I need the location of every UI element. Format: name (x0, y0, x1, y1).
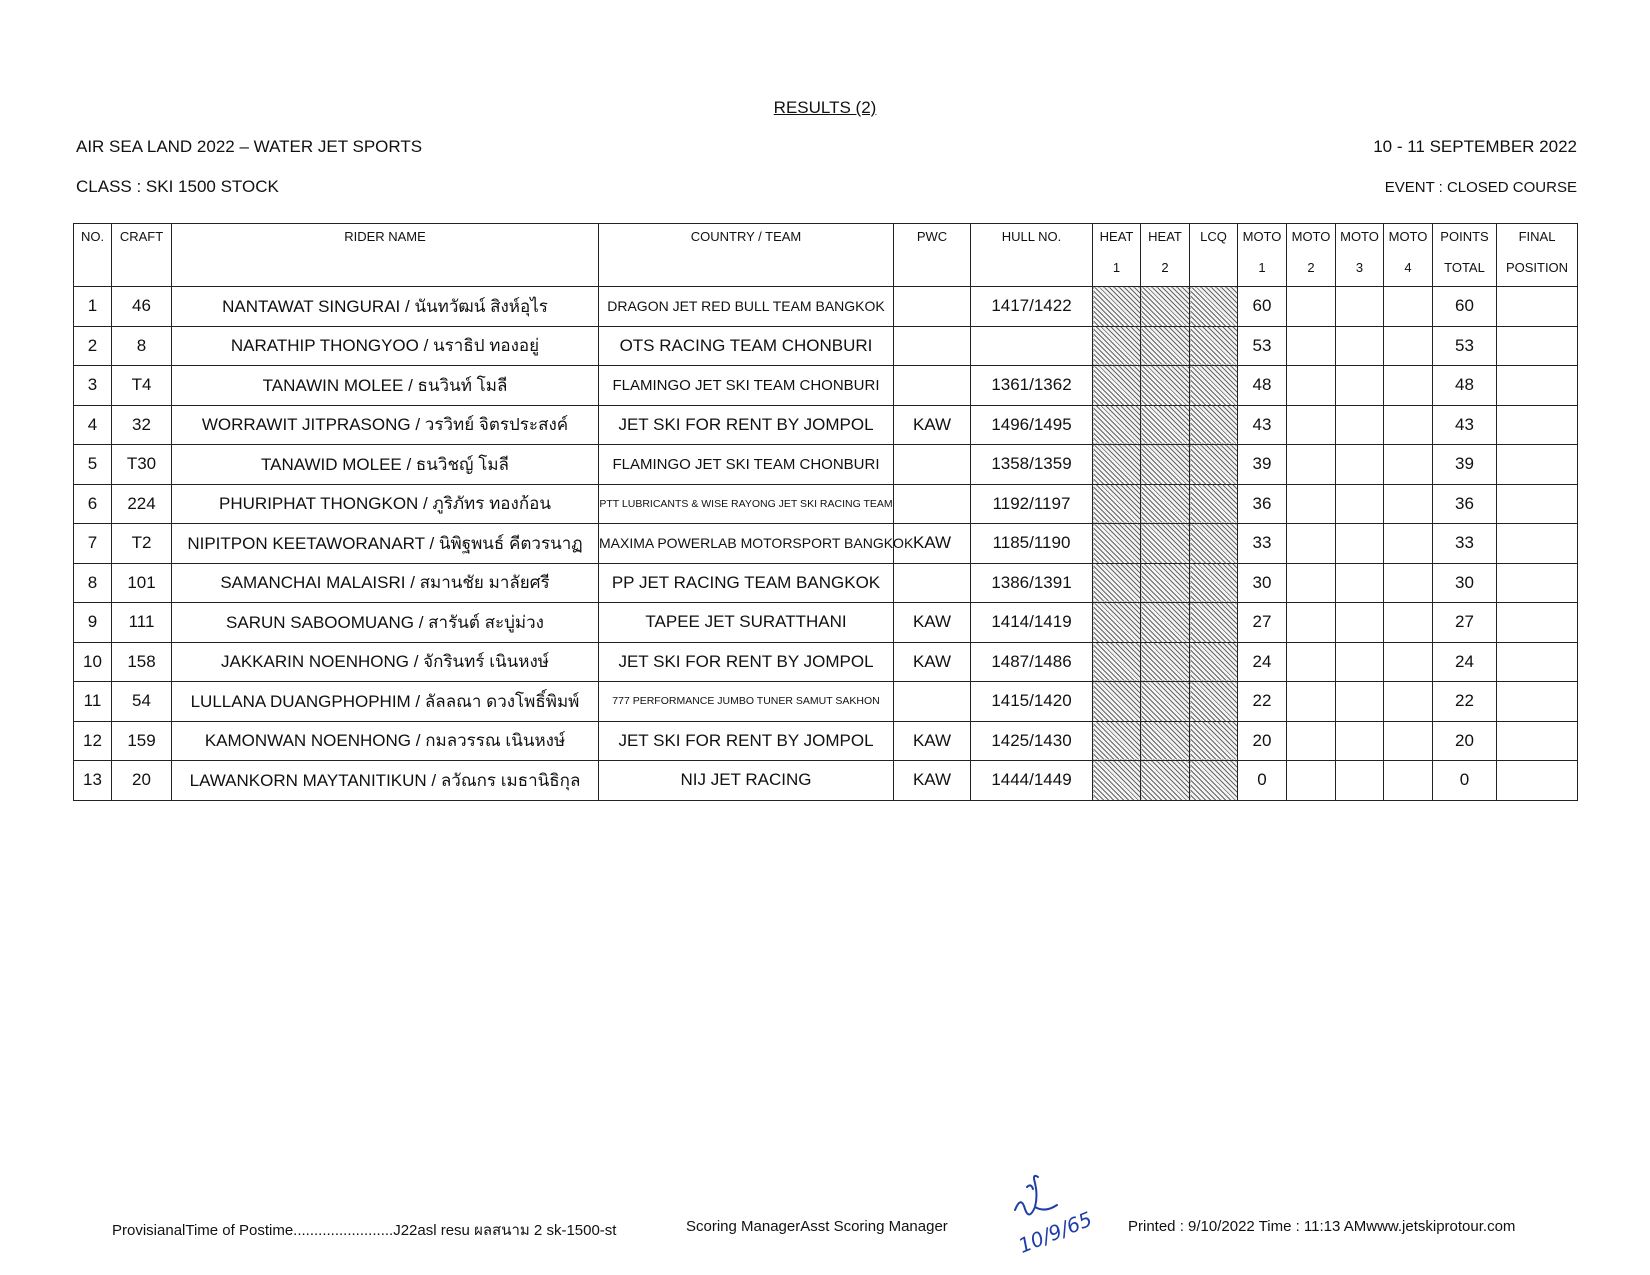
cell-moto1: 30 (1238, 563, 1287, 603)
cell-moto2 (1287, 761, 1336, 801)
handwritten-signature (1005, 1165, 1096, 1258)
cell-hull-no: 1487/1486 (971, 642, 1093, 682)
cell-pwc (894, 682, 971, 722)
cell-heat1 (1093, 445, 1141, 485)
cell-lcq (1190, 405, 1238, 445)
cell-hull-no: 1185/1190 (971, 524, 1093, 564)
cell-no: 11 (74, 682, 112, 722)
event-label: EVENT : CLOSED COURSE (1384, 179, 1577, 196)
class-label: CLASS : SKI 1500 STOCK (76, 177, 279, 196)
cell-moto4 (1384, 405, 1433, 445)
footer-printed: Printed : 9/10/2022 Time : 11:13 AMwww.jetskiprotour.com (1128, 1218, 1516, 1235)
cell-rider-name: LULLANA DUANGPHOPHIM / ลัลลณา ดวงโพธิ์พิมพ์ (172, 682, 599, 722)
cell-points-total: 48 (1433, 366, 1497, 406)
cell-moto3 (1336, 405, 1384, 445)
cell-no: 10 (74, 642, 112, 682)
results-body (74, 287, 1578, 801)
cell-lcq (1190, 445, 1238, 485)
cell-craft: 159 (112, 721, 172, 761)
table-row (74, 287, 1578, 327)
cell-moto4 (1384, 761, 1433, 801)
cell-points-total: 20 (1433, 721, 1497, 761)
cell-heat1 (1093, 642, 1141, 682)
header-row (74, 224, 1578, 287)
cell-moto3 (1336, 445, 1384, 485)
cell-hull-no (971, 326, 1093, 366)
cell-moto2 (1287, 721, 1336, 761)
cell-points-total: 39 (1433, 445, 1497, 485)
cell-moto1: 20 (1238, 721, 1287, 761)
cell-pwc: KAW (894, 761, 971, 801)
cell-craft: 20 (112, 761, 172, 801)
cell-moto2 (1287, 405, 1336, 445)
cell-rider-name: TANAWID MOLEE / ธนวิชญ์ โมลี (172, 445, 599, 485)
cell-no: 5 (74, 445, 112, 485)
footer-provisional: ProvisianalTime of Postime........................J22asl resu ผลสนาม 2 sk-1500-st (112, 1222, 617, 1239)
cell-final-position (1497, 287, 1578, 327)
cell-heat1 (1093, 682, 1141, 722)
cell-moto4 (1384, 682, 1433, 722)
cell-craft: 46 (112, 287, 172, 327)
cell-hull-no: 1414/1419 (971, 603, 1093, 643)
cell-craft: 8 (112, 326, 172, 366)
cell-lcq (1190, 484, 1238, 524)
cell-pwc (894, 563, 971, 603)
table-row (74, 366, 1578, 406)
cell-pwc (894, 326, 971, 366)
cell-heat2 (1141, 287, 1190, 327)
cell-heat1 (1093, 603, 1141, 643)
cell-team: FLAMINGO JET SKI TEAM CHONBURI (599, 366, 894, 406)
col-header-heat2: HEAT 2 (1141, 224, 1190, 287)
cell-no: 3 (74, 366, 112, 406)
page-title: RESULTS (2) (773, 98, 877, 117)
table-row (74, 603, 1578, 643)
cell-craft: T2 (112, 524, 172, 564)
cell-pwc: KAW (894, 405, 971, 445)
cell-moto1: 36 (1238, 484, 1287, 524)
cell-heat1 (1093, 563, 1141, 603)
event-name: AIR SEA LAND 2022 – WATER JET SPORTS (76, 137, 423, 156)
cell-moto3 (1336, 287, 1384, 327)
cell-pwc: KAW (894, 721, 971, 761)
cell-team: JET SKI FOR RENT BY JOMPOL (599, 405, 894, 445)
cell-lcq (1190, 287, 1238, 327)
table-row (74, 721, 1578, 761)
cell-moto1: 24 (1238, 642, 1287, 682)
col-header-lcq: LCQ (1190, 224, 1238, 287)
cell-pwc: KAW (894, 603, 971, 643)
svg-text:10/9/65: 10/9/65 (1014, 1206, 1096, 1258)
table-row (74, 642, 1578, 682)
cell-team: 777 PERFORMANCE JUMBO TUNER SAMUT SAKHON (599, 682, 894, 722)
cell-heat1 (1093, 366, 1141, 406)
cell-moto4 (1384, 326, 1433, 366)
cell-moto3 (1336, 761, 1384, 801)
cell-moto3 (1336, 603, 1384, 643)
cell-craft: 158 (112, 642, 172, 682)
cell-moto3 (1336, 484, 1384, 524)
cell-craft: 224 (112, 484, 172, 524)
table-row (74, 445, 1578, 485)
cell-points-total: 30 (1433, 563, 1497, 603)
cell-heat1 (1093, 326, 1141, 366)
cell-hull-no: 1417/1422 (971, 287, 1093, 327)
cell-lcq (1190, 761, 1238, 801)
cell-points-total: 0 (1433, 761, 1497, 801)
col-header-no: NO. (74, 224, 112, 287)
cell-final-position (1497, 721, 1578, 761)
cell-pwc: KAW (894, 642, 971, 682)
cell-no: 8 (74, 563, 112, 603)
cell-moto1: 0 (1238, 761, 1287, 801)
cell-hull-no: 1444/1449 (971, 761, 1093, 801)
table-row (74, 524, 1578, 564)
cell-heat2 (1141, 761, 1190, 801)
cell-moto4 (1384, 524, 1433, 564)
cell-rider-name: SARUN SABOOMUANG / สารันต์ สะบู่ม่วง (172, 603, 599, 643)
cell-craft: 54 (112, 682, 172, 722)
cell-final-position (1497, 484, 1578, 524)
cell-moto3 (1336, 366, 1384, 406)
col-header-moto4: MOTO 4 (1384, 224, 1433, 287)
cell-lcq (1190, 642, 1238, 682)
table-row (74, 761, 1578, 801)
cell-final-position (1497, 642, 1578, 682)
cell-final-position (1497, 524, 1578, 564)
cell-points-total: 33 (1433, 524, 1497, 564)
col-header-team: COUNTRY / TEAM (599, 224, 894, 287)
cell-moto2 (1287, 642, 1336, 682)
col-header-moto2: MOTO 2 (1287, 224, 1336, 287)
cell-hull-no: 1386/1391 (971, 563, 1093, 603)
cell-heat1 (1093, 484, 1141, 524)
cell-no: 7 (74, 524, 112, 564)
cell-moto2 (1287, 326, 1336, 366)
cell-points-total: 53 (1433, 326, 1497, 366)
cell-no: 13 (74, 761, 112, 801)
cell-heat2 (1141, 366, 1190, 406)
cell-no: 2 (74, 326, 112, 366)
cell-team: TAPEE JET SURATTHANI (599, 603, 894, 643)
cell-rider-name: NARATHIP THONGYOO / นราธิป ทองอยู่ (172, 326, 599, 366)
cell-rider-name: WORRAWIT JITPRASONG / วรวิทย์ จิตรประสงค์ (172, 405, 599, 445)
cell-moto2 (1287, 524, 1336, 564)
cell-hull-no: 1496/1495 (971, 405, 1093, 445)
cell-craft: T30 (112, 445, 172, 485)
cell-moto1: 33 (1238, 524, 1287, 564)
cell-pwc (894, 287, 971, 327)
cell-rider-name: TANAWIN MOLEE / ธนวินท์ โมลี (172, 366, 599, 406)
cell-moto4 (1384, 484, 1433, 524)
cell-hull-no: 1192/1197 (971, 484, 1093, 524)
event-dates: 10 - 11 SEPTEMBER 2022 (1373, 137, 1577, 156)
cell-moto1: 27 (1238, 603, 1287, 643)
cell-craft: T4 (112, 366, 172, 406)
cell-moto4 (1384, 603, 1433, 643)
cell-no: 12 (74, 721, 112, 761)
cell-craft: 111 (112, 603, 172, 643)
cell-moto2 (1287, 563, 1336, 603)
cell-final-position (1497, 445, 1578, 485)
cell-moto2 (1287, 682, 1336, 722)
cell-moto3 (1336, 563, 1384, 603)
cell-final-position (1497, 761, 1578, 801)
cell-moto3 (1336, 682, 1384, 722)
cell-heat1 (1093, 721, 1141, 761)
cell-team: JET SKI FOR RENT BY JOMPOL (599, 642, 894, 682)
cell-points-total: 24 (1433, 642, 1497, 682)
table-row (74, 563, 1578, 603)
cell-hull-no: 1425/1430 (971, 721, 1093, 761)
cell-moto4 (1384, 445, 1433, 485)
cell-moto1: 48 (1238, 366, 1287, 406)
cell-lcq (1190, 524, 1238, 564)
col-header-moto1: MOTO 1 (1238, 224, 1287, 287)
cell-hull-no: 1358/1359 (971, 445, 1093, 485)
cell-heat2 (1141, 484, 1190, 524)
cell-moto1: 39 (1238, 445, 1287, 485)
cell-moto2 (1287, 366, 1336, 406)
cell-final-position (1497, 563, 1578, 603)
cell-moto4 (1384, 287, 1433, 327)
cell-no: 1 (74, 287, 112, 327)
footer-managers: Scoring ManagerAsst Scoring Manager (686, 1218, 948, 1235)
table-row (74, 682, 1578, 722)
cell-moto4 (1384, 721, 1433, 761)
col-header-points: POINTS TOTAL (1433, 224, 1497, 287)
col-header-heat1: HEAT 1 (1093, 224, 1141, 287)
cell-moto1: 22 (1238, 682, 1287, 722)
cell-no: 9 (74, 603, 112, 643)
cell-points-total: 27 (1433, 603, 1497, 643)
cell-pwc (894, 366, 971, 406)
table-row (74, 484, 1578, 524)
cell-lcq (1190, 721, 1238, 761)
cell-rider-name: SAMANCHAI MALAISRI / สมานชัย มาลัยศรี (172, 563, 599, 603)
cell-lcq (1190, 366, 1238, 406)
cell-team: OTS RACING TEAM CHONBURI (599, 326, 894, 366)
cell-no: 6 (74, 484, 112, 524)
cell-points-total: 22 (1433, 682, 1497, 722)
cell-final-position (1497, 603, 1578, 643)
cell-lcq (1190, 603, 1238, 643)
cell-heat2 (1141, 603, 1190, 643)
cell-final-position (1497, 366, 1578, 406)
cell-moto2 (1287, 287, 1336, 327)
col-header-moto3: MOTO 3 (1336, 224, 1384, 287)
cell-heat1 (1093, 761, 1141, 801)
cell-team: JET SKI FOR RENT BY JOMPOL (599, 721, 894, 761)
cell-team: MAXIMA POWERLAB MOTORSPORT BANGKOK (599, 524, 894, 564)
cell-heat1 (1093, 287, 1141, 327)
cell-rider-name: NANTAWAT SINGURAI / นันทวัฒน์ สิงห์อุไร (172, 287, 599, 327)
col-header-rider: RIDER NAME (172, 224, 599, 287)
cell-team: DRAGON JET RED BULL TEAM BANGKOK (599, 287, 894, 327)
cell-pwc (894, 484, 971, 524)
cell-moto4 (1384, 366, 1433, 406)
col-header-final: FINAL POSITION (1497, 224, 1578, 287)
cell-heat1 (1093, 405, 1141, 445)
cell-craft: 32 (112, 405, 172, 445)
table-row (74, 405, 1578, 445)
cell-points-total: 43 (1433, 405, 1497, 445)
cell-rider-name: JAKKARIN NOENHONG / จักรินทร์ เนินหงษ์ (172, 642, 599, 682)
cell-final-position (1497, 682, 1578, 722)
cell-final-position (1497, 405, 1578, 445)
col-header-hull: HULL NO. (971, 224, 1093, 287)
cell-points-total: 36 (1433, 484, 1497, 524)
cell-final-position (1497, 326, 1578, 366)
cell-moto3 (1336, 721, 1384, 761)
cell-lcq (1190, 682, 1238, 722)
cell-rider-name: LAWANKORN MAYTANITIKUN / ลวัณกร เมธานิธิกุล (172, 761, 599, 801)
col-header-craft: CRAFT (112, 224, 172, 287)
cell-moto3 (1336, 642, 1384, 682)
cell-team: NIJ JET RACING (599, 761, 894, 801)
cell-rider-name: NIPITPON KEETAWORANART / นิพิฐพนธ์ คีตวรนาฏ (172, 524, 599, 564)
cell-rider-name: KAMONWAN NOENHONG / กมลวรรณ เนินหงษ์ (172, 721, 599, 761)
cell-points-total: 60 (1433, 287, 1497, 327)
cell-heat2 (1141, 563, 1190, 603)
cell-moto3 (1336, 326, 1384, 366)
cell-moto4 (1384, 642, 1433, 682)
cell-moto1: 60 (1238, 287, 1287, 327)
cell-heat2 (1141, 721, 1190, 761)
cell-heat2 (1141, 445, 1190, 485)
cell-hull-no: 1361/1362 (971, 366, 1093, 406)
col-header-pwc: PWC (894, 224, 971, 287)
cell-moto4 (1384, 563, 1433, 603)
cell-moto2 (1287, 603, 1336, 643)
cell-pwc (894, 445, 971, 485)
cell-heat2 (1141, 405, 1190, 445)
cell-team: PTT LUBRICANTS & WISE RAYONG JET SKI RACING TEAM (599, 484, 894, 524)
cell-no: 4 (74, 405, 112, 445)
cell-team: FLAMINGO JET SKI TEAM CHONBURI (599, 445, 894, 485)
results-table (73, 223, 1578, 801)
cell-moto1: 53 (1238, 326, 1287, 366)
cell-moto2 (1287, 445, 1336, 485)
cell-craft: 101 (112, 563, 172, 603)
cell-lcq (1190, 326, 1238, 366)
cell-hull-no: 1415/1420 (971, 682, 1093, 722)
cell-moto1: 43 (1238, 405, 1287, 445)
cell-heat2 (1141, 326, 1190, 366)
cell-pwc: KAW (894, 524, 971, 564)
cell-heat1 (1093, 524, 1141, 564)
cell-heat2 (1141, 642, 1190, 682)
cell-team: PP JET RACING TEAM BANGKOK (599, 563, 894, 603)
cell-moto2 (1287, 484, 1336, 524)
cell-rider-name: PHURIPHAT THONGKON / ภูริภัทร ทองก้อน (172, 484, 599, 524)
cell-moto3 (1336, 524, 1384, 564)
table-row (74, 326, 1578, 366)
cell-lcq (1190, 563, 1238, 603)
cell-heat2 (1141, 682, 1190, 722)
cell-heat2 (1141, 524, 1190, 564)
